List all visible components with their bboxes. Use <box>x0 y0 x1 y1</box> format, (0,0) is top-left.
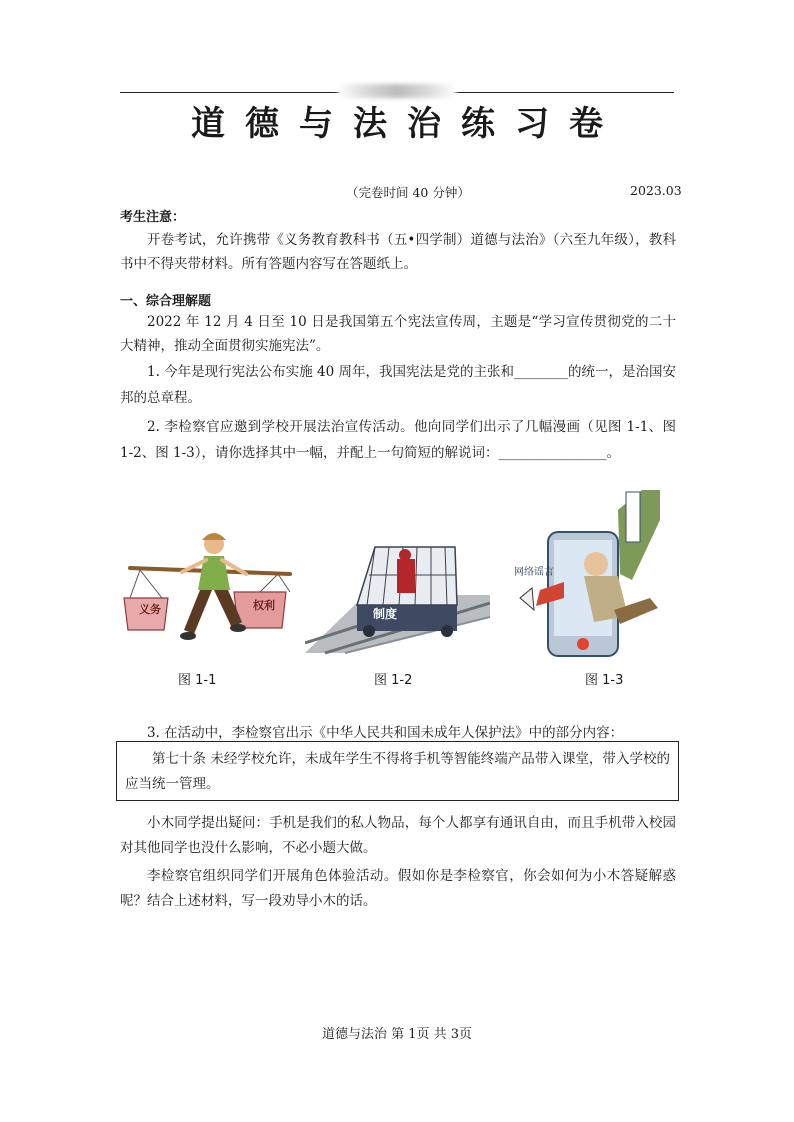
section-heading: 一、综合理解题 <box>120 294 212 309</box>
question-2: 2. 李检察官应邀到学校开展法治宣传活动。他向同学们出示了几幅漫画（见图 1-1、图 1-2、图 1-3），请你选择其中一幅，并配上一句简短的解说词：________________。 <box>120 419 676 461</box>
question-1: 1. 今年是现行宪法公布实施 40 周年，我国宪法是党的主张和________的统一，是治国安邦的总章程。 <box>120 364 676 406</box>
tag-online-rumor: 网络谣言 <box>514 567 554 578</box>
figure-1-1-illustration <box>118 530 298 660</box>
time-limit-note: （完卷时间 40 分钟） <box>346 185 470 200</box>
paragraph-xiaomu: 小木同学提出疑问：手机是我们的私人物品，每个人都享有通讯自由，而且手机带入校园对其他同学也没什么影响，不必小题大做。 <box>120 815 676 856</box>
page-title: 道德与法治练习卷 <box>191 104 623 144</box>
basket-label-rights: 权利 <box>253 599 275 612</box>
cart-label-system: 制度 <box>373 607 398 621</box>
question-3: 3. 在活动中，李检察官出示《中华人民共和国未成年人保护法》中的部分内容： <box>147 725 624 741</box>
section-intro: 2022 年 12 月 4 日至 10 日是我国第五个宪法宣传周，主题是“学习宣传贯彻党的二十大精神，推动全面贯彻实施宪法”。 <box>120 314 676 354</box>
notice-label: 考生注意： <box>120 210 186 225</box>
paragraph-task: 李检察官组织同学们开展角色体验活动。假如你是李检察官，你会如何为小木答疑解惑呢？结合上述材料，写一段劝导小木的话。 <box>120 868 676 909</box>
caption-figure-1-3: 图 1-3 <box>585 673 624 688</box>
basket-label-duty: 义务 <box>139 603 161 616</box>
page-footer: 道德与法治 第 1页 共 3页 <box>321 1027 473 1042</box>
law-quote-box: 第七十条 未经学校允许，未成年学生不得将手机等智能终端产品带入课堂，带入学校的应当统一管理。 <box>116 741 679 801</box>
caption-figure-1-1: 图 1-1 <box>178 673 217 688</box>
exam-date: 2023.03 <box>630 183 682 198</box>
figure-1-2-illustration <box>305 525 490 655</box>
caption-figure-1-2: 图 1-2 <box>374 673 413 688</box>
notice-text: 开卷考试，允许携带《义务教育教科书（五•四学制）道德与法治》（六至九年级），教科书中不得夹带材料。所有答题内容写在答题纸上。 <box>120 232 676 272</box>
